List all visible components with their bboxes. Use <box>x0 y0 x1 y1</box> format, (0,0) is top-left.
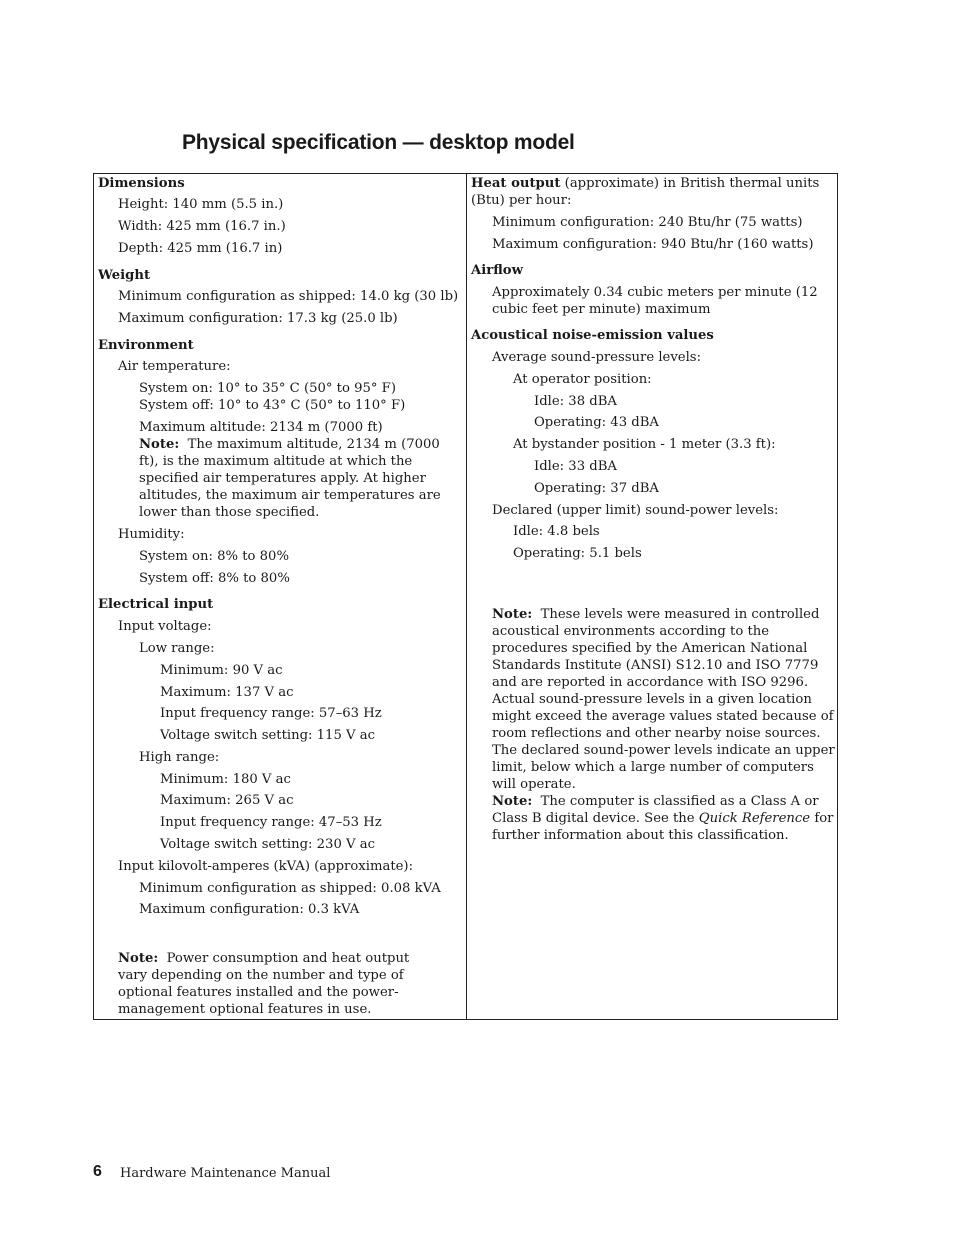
declared-sound-power-label: Declared (upper limit) sound-power levels: <box>492 503 779 518</box>
page-title: Physical specification — desktop model <box>182 131 575 154</box>
high-range-frequency: Input frequency range: 47–53 Hz <box>160 815 382 830</box>
low-range-switch: Voltage switch setting: 115 V ac <box>160 728 375 743</box>
declared-operating: Operating: 5.1 bels <box>513 546 642 561</box>
weight-heading: Weight <box>98 268 151 283</box>
environment-heading: Environment <box>98 338 194 353</box>
power-note-text: Power consumption and heat output vary depending on the number and type of optional features installed and the power-management optional features in use. <box>118 951 410 1017</box>
power-note <box>118 950 436 1018</box>
high-range-min: Minimum: 180 V ac <box>160 772 291 787</box>
avg-sound-pressure-label: Average sound-pressure levels: <box>492 350 702 365</box>
high-range-switch: Voltage switch setting: 230 V ac <box>160 837 375 852</box>
weight-max: Maximum configuration: 17.3 kg (25.0 lb) <box>118 311 398 326</box>
spec-table <box>93 173 838 1020</box>
low-range-label: Low range: <box>139 641 215 656</box>
max-altitude: Maximum altitude: 2134 m (7000 ft) <box>139 420 383 435</box>
bystander-position-label: At bystander position - 1 meter (3.3 ft): <box>513 437 776 452</box>
high-range-label: High range: <box>139 750 220 765</box>
altitude-note-label: Note: <box>139 437 180 452</box>
low-range-frequency: Input frequency range: 57–63 Hz <box>160 706 382 721</box>
kva-label: Input kilovolt-amperes (kVA) (approximate): <box>118 859 414 874</box>
system-off-temperature: System off: 10° to 43° C (50° to 110° F) <box>139 398 406 413</box>
air-temperature-label: Air temperature: <box>118 359 231 374</box>
operator-position-label: At operator position: <box>513 372 652 387</box>
heat-max: Maximum configuration: 940 Btu/hr (160 watts) <box>492 237 814 252</box>
kva-min: Minimum configuration as shipped: 0.08 kVA <box>139 881 441 896</box>
acoustic-notes <box>492 606 838 844</box>
altitude-note <box>139 436 459 521</box>
acoustic-note-2-label: Note: <box>492 794 533 809</box>
heat-min: Minimum configuration: 240 Btu/hr (75 watts) <box>492 215 803 230</box>
quick-reference-title: Quick Reference <box>698 811 811 826</box>
heat-output-text: (approximate) in British thermal units (Btu) per hour: <box>471 176 820 208</box>
heat-output-intro <box>471 175 833 209</box>
right-column <box>467 174 837 1019</box>
electrical-heading: Electrical input <box>98 597 214 612</box>
dimension-depth: Depth: 425 mm (16.7 in) <box>118 241 283 256</box>
acoustic-note-1 <box>492 606 838 793</box>
altitude-note-text: The maximum altitude, 2134 m (7000 ft), is the maximum altitude at which the specified air temperatures apply. At higher altitudes, the maximum air temperatures are lower than those specified. <box>139 437 441 520</box>
power-note-label: Note: <box>118 951 159 966</box>
acoustic-note-2 <box>492 793 838 844</box>
acoustic-note-2-text-b: for further information about this classification. <box>492 811 834 843</box>
input-voltage-label: Input voltage: <box>118 619 212 634</box>
acoustic-heading: Acoustical noise-emission values <box>471 328 714 343</box>
humidity-on: System on: 8% to 80% <box>139 549 289 564</box>
low-range-min: Minimum: 90 V ac <box>160 663 283 678</box>
declared-idle: Idle: 4.8 bels <box>513 524 600 539</box>
dimension-width: Width: 425 mm (16.7 in.) <box>118 219 286 234</box>
dimension-height: Height: 140 mm (5.5 in.) <box>118 197 284 212</box>
manual-title: Hardware Maintenance Manual <box>120 1166 331 1181</box>
low-range-max: Maximum: 137 V ac <box>160 685 294 700</box>
system-on-temperature: System on: 10° to 35° C (50° to 95° F) <box>139 381 396 396</box>
weight-min: Minimum configuration as shipped: 14.0 kg (30 lb) <box>118 289 459 304</box>
bystander-operating: Operating: 37 dBA <box>534 481 659 496</box>
dimensions-heading: Dimensions <box>98 176 185 191</box>
airflow-heading: Airflow <box>471 263 523 278</box>
kva-max: Maximum configuration: 0.3 kVA <box>139 902 360 917</box>
acoustic-note-1-text: These levels were measured in controlled acoustical environments according to the procedures specified by the American National Standards Institute (ANSI) S12.10 and ISO 7779 and are reported in accordance with ISO 9296. Actual sound-pressure levels in a given location might exceed the average values stated because of room reflections and other nearby noise sources. The declared sound-power levels indicate an upper limit, below which a large number of computers will operate. <box>492 607 835 792</box>
humidity-label: Humidity: <box>118 527 185 542</box>
airflow-text: Approximately 0.34 cubic meters per minute (12 cubic feet per minute) maximum <box>492 285 818 317</box>
left-column <box>94 174 467 1019</box>
acoustic-note-2-text-a: The computer is classified as a Class A or Class B digital device. See the <box>492 794 819 826</box>
page-number: 6 <box>93 1163 102 1180</box>
heat-output-heading: Heat output <box>471 176 561 191</box>
humidity-off: System off: 8% to 80% <box>139 571 290 586</box>
operator-idle: Idle: 38 dBA <box>534 394 617 409</box>
acoustic-note-1-label: Note: <box>492 607 533 622</box>
high-range-max: Maximum: 265 V ac <box>160 793 294 808</box>
operator-operating: Operating: 43 dBA <box>534 415 659 430</box>
bystander-idle: Idle: 33 dBA <box>534 459 617 474</box>
